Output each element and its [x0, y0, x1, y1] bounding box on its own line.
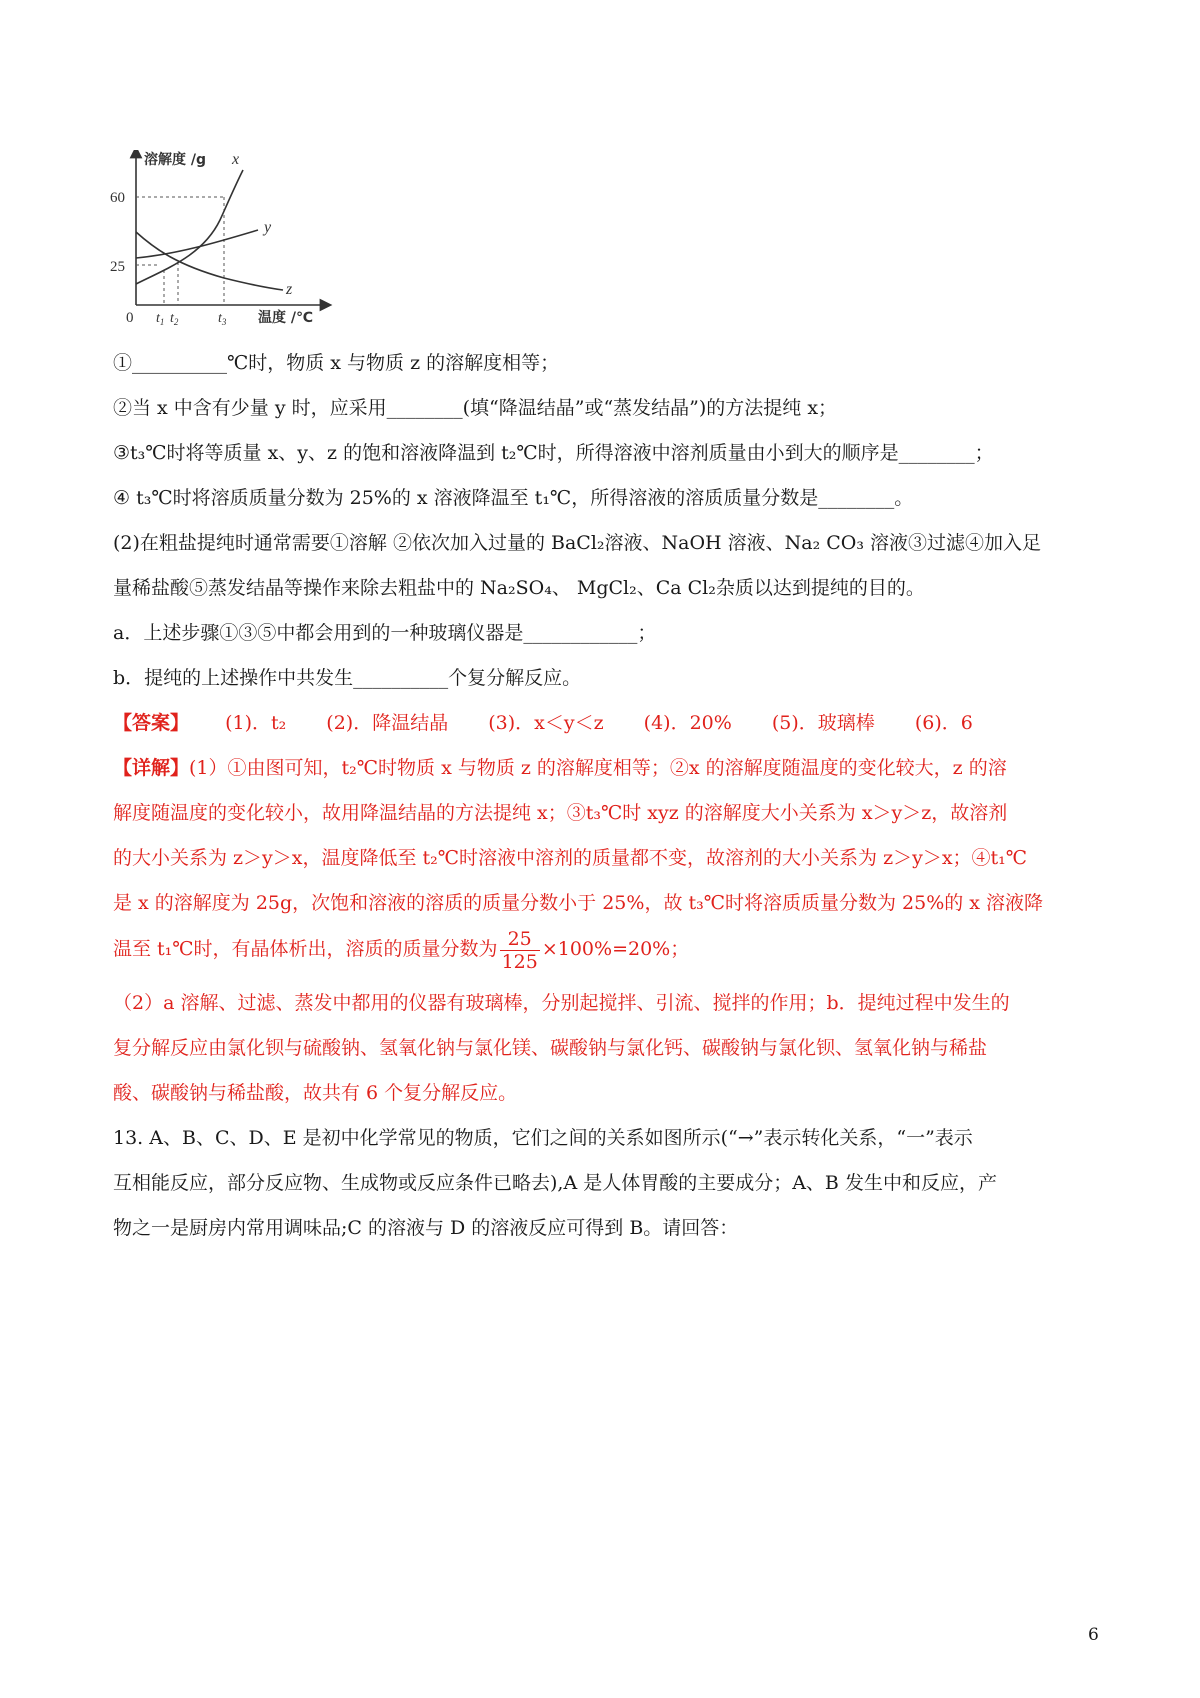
detail-line-6: （2）a 溶解、过滤、蒸发中都用的仪器有玻璃棒，分别起搅拌、引流、搅拌的作用；b．提纯过程中发生的 [113, 992, 1010, 1014]
curve-label-y: y [264, 219, 272, 236]
curve-z [136, 232, 283, 290]
question-b: b．提纯的上述操作中共发生__________个复分解反应。 [113, 667, 582, 689]
y-axis-label: 溶解度 /g [144, 152, 207, 168]
detail-line-5 [113, 925, 689, 973]
detail-line-5-result: ×100%=20%； [541, 938, 690, 960]
part-2-line-1: (2)在粗盐提纯时通常需要①溶解 ②依次加入过量的 BaCl₂溶液、NaOH 溶液、Na₂ CO₃ 溶液③过滤④加入足 [113, 532, 1042, 554]
question-13-line-1: 13. A、B、C、D、E 是初中化学常见的物质，它们之间的关系如图所示(“→”表示转化关系，“一”表示 [113, 1127, 973, 1149]
detail-text: (1）①由图可知，t₂℃时物质 x 与物质 z 的溶解度相等；②x 的溶解度随温度的变化较大，z 的溶 [189, 757, 1007, 779]
question-2: ②当 x 中含有少量 y 时，应采用________(填“降温结晶”或“蒸发结晶”)的方法提纯 x； [113, 397, 838, 419]
x-tick-t3: $t_3$ [218, 311, 227, 327]
curve-label-x: x [232, 151, 240, 168]
question-4: ④ t₃℃时将溶质质量分数为 25%的 x 溶液降温至 t₁℃，所得溶液的溶质质量分数是________。 [113, 487, 914, 509]
detail-line-4: 是 x 的溶解度为 25g，次饱和溶液的溶质的质量分数小于 25%，故 t₃℃时将溶质质量分数为 25%的 x 溶液降 [113, 892, 1044, 914]
answer-item: (4)．20% [643, 712, 732, 734]
page-number: 6 [1088, 1625, 1099, 1645]
fraction [500, 928, 540, 973]
detail-line-1 [113, 755, 1007, 781]
origin-label: 0 [126, 310, 134, 326]
detail-line-5-text: 温至 t₁℃时，有晶体析出，溶质的质量分数为 [113, 938, 498, 960]
detail-line-3: 的大小关系为 z＞y＞x，温度降低至 t₂℃时溶液中溶剂的质量都不变，故溶剂的大小关系为 z＞y＞x；④t₁℃ [113, 847, 1028, 869]
question-1: ①__________℃时，物质 x 与物质 z 的溶解度相等； [113, 352, 560, 374]
curve-y [136, 230, 258, 258]
detail-line-2: 解度随温度的变化较小，故用降温结晶的方法提纯 x；③t₃℃时 xyz 的溶解度大小关系为 x＞y＞z，故溶剂 [113, 802, 1008, 824]
fraction-denominator: 125 [501, 950, 538, 973]
answer-item: (2)．降温结晶 [326, 712, 449, 734]
y-tick-60: 60 [110, 190, 125, 206]
answer-row [113, 710, 973, 736]
question-13-line-2: 互相能反应，部分反应物、生成物或反应条件已略去),A 是人体胃酸的主要成分；A、B 发生中和反应，产 [113, 1172, 997, 1194]
question-13-line-3: 物之一是厨房内常用调味品;C 的溶液与 D 的溶液反应可得到 B。请回答： [113, 1217, 739, 1239]
answer-label: 【答案】 [113, 712, 190, 734]
answer-item: (1)．t₂ [225, 712, 287, 734]
answer-item: (6)．6 [914, 712, 973, 734]
fraction-numerator: 25 [500, 928, 540, 951]
curve-label-z: z [286, 281, 293, 298]
question-a: a．上述步骤①③⑤中都会用到的一种玻璃仪器是____________； [113, 622, 657, 644]
detail-line-8: 酸、碳酸钠与稀盐酸，故共有 6 个复分解反应。 [113, 1082, 518, 1104]
x-axis-label: 温度 /℃ [258, 310, 313, 326]
question-3: ③t₃℃时将等质量 x、y、z 的饱和溶液降温到 t₂℃时，所得溶液中溶剂质量由小到大的顺序是________； [113, 442, 994, 464]
y-tick-25: 25 [110, 259, 125, 275]
solubility-chart [108, 150, 358, 360]
detail-label: 【详解】 [113, 757, 190, 779]
detail-line-7: 复分解反应由氯化钡与硫酸钠、氢氧化钠与氯化镁、碳酸钠与氯化钙、碳酸钠与氯化钡、氢氧化钠与稀盐 [113, 1037, 988, 1059]
answer-item: (3)．x＜y＜z [488, 712, 604, 734]
x-tick-t2: $t_2$ [170, 311, 179, 327]
x-tick-t1: $t_1$ [156, 311, 165, 327]
answer-item: (5)．玻璃棒 [771, 712, 875, 734]
part-2-line-2: 量稀盐酸⑤蒸发结晶等操作来除去粗盐中的 Na₂SO₄、 MgCl₂、Ca Cl₂杂质以达到提纯的目的。 [113, 577, 925, 599]
